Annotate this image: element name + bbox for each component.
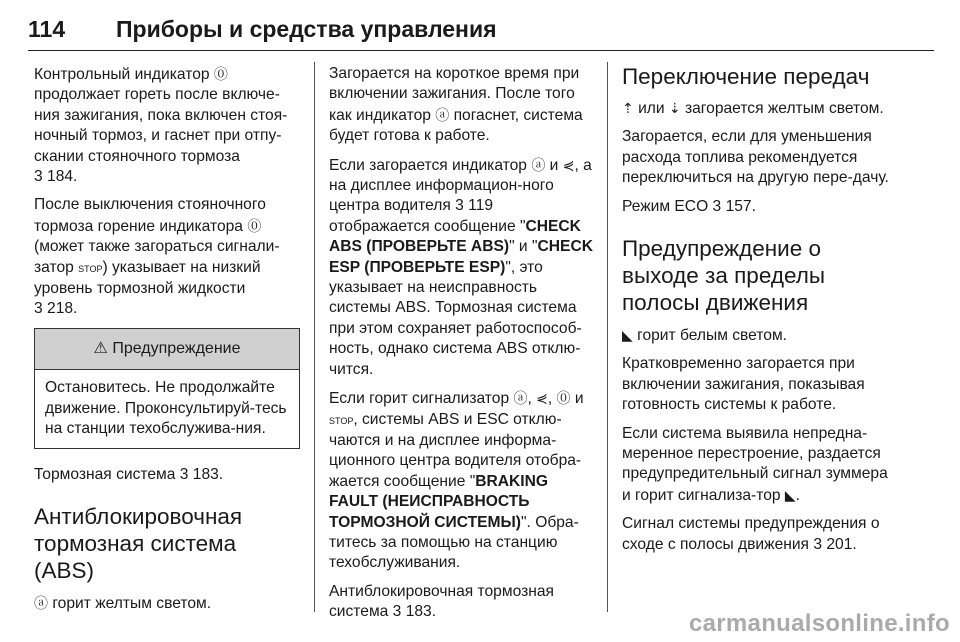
gear-shift-desc: Загорается, если для уменьшения расхода топлива рекомендуется переключиться на другую пере-дачу. <box>622 128 889 187</box>
abs-ref-paragraph: Антиблокировочная тормозная система 3 183. <box>329 582 554 621</box>
warning-title: Предупреждение <box>112 339 241 357</box>
page-number: 114 <box>28 16 66 42</box>
stop-icon: STOP <box>78 263 103 274</box>
esc-icon: ⋞ <box>536 390 548 407</box>
cross-ref-link[interactable]: 183. <box>405 603 437 621</box>
cross-ref-arrow-icon: 3 <box>179 465 189 483</box>
page-title: Приборы и средства управления <box>116 16 497 42</box>
gear-shift-heading: Переключение передач <box>622 64 870 89</box>
cross-ref-arrow-icon: 3 <box>34 168 43 186</box>
lane-startup-paragraph: Кратковременно загорается при включении зажигания, показывая готовность системы к работе. <box>622 355 865 414</box>
warning-body: Остановитесь. Не продолжайте движение. Проконсультируй-тесь на станции техобслужива-ния. <box>45 379 287 438</box>
abs-fault-paragraph: Если загорается индикатор ⓐ и ⋞, а на дисплее информацион-ного центра водителя 3 119 отображается сообщение "CHECK ABS (ПРОВЕРЬТЕ ABS)" и "CHECK ESP (ПРОВЕРЬТЕ ESP)", это указывает на неисправность системы ABS. Тормозная система при этом сохраняет работоспособ-ность, однако система ABS отклю-чится. <box>329 156 593 378</box>
lane-detected-paragraph: Если система выявила непредна-меренное перестроение, раздается предупредительный сигнал зуммера и горит сигнализа-тор ◣. <box>622 424 888 504</box>
brake-warning-icon: ⓪ <box>247 217 262 234</box>
eco-ref-paragraph: Режим ECO 3 157. <box>622 197 756 215</box>
message-check-abs: CHECK ABS (ПРОВЕРЬТЕ ABS) <box>329 217 581 256</box>
abs-startup-paragraph: Загорается на короткое время при включении зажигания. После того как индикатор ⓐ погаснет, система будет готова к работе. <box>329 65 583 145</box>
column-1 <box>34 64 300 622</box>
lane-departure-heading: Предупреждение о выходе за пределы полосы движения <box>622 236 826 316</box>
warning-header <box>35 329 299 370</box>
page-header <box>28 6 934 51</box>
cross-ref-arrow-icon: 3 <box>813 535 823 553</box>
column-2 <box>329 64 595 631</box>
cross-ref-link[interactable]: 218. <box>47 300 78 318</box>
lane-ref-paragraph: Сигнал системы предупреждения о сходе с полосы движения 3 201. <box>622 515 880 553</box>
brake-warning-icon: ⓪ <box>213 66 228 82</box>
warning-box <box>34 328 300 449</box>
column-divider-2 <box>607 62 608 612</box>
watermark: carmanualsonline.info <box>688 610 950 637</box>
cross-ref-arrow-icon: 3 <box>455 197 464 215</box>
esc-icon: ⋞ <box>562 156 575 173</box>
lane-white-paragraph: ◣ горит белым светом. <box>622 327 788 345</box>
cross-ref-arrow-icon: 3 <box>712 197 722 215</box>
abs-icon: ⓐ <box>435 106 450 123</box>
message-braking-fault: BRAKING FAULT (НЕИСПРАВНОСТЬ ТОРМОЗНОЙ СИСТЕМЫ) <box>329 472 549 531</box>
cross-ref-link[interactable]: 184. <box>47 168 78 186</box>
braking-fault-paragraph: Если горит сигнализатор ⓐ, ⋞, ⓪ и STOP, системы ABS и ESC отклю-чаются и на дисплее информа-ционного центра водителя отобра-жается сообщение "BRAKING FAULT (НЕИСПРАВНОСТЬ ТОРМОЗНОЙ СИСТЕМЫ)". Обра-титесь за помощью на станцию техобслуживания. <box>329 390 584 572</box>
gear-down-icon: ⇣ <box>668 100 681 116</box>
cross-ref-link[interactable]: 201. <box>826 535 857 553</box>
abs-icon: ⓐ <box>531 156 546 173</box>
lane-departure-icon: ◣ <box>622 327 633 344</box>
abs-icon: ⓐ <box>34 594 48 611</box>
cross-ref-arrow-icon: 3 <box>392 603 402 621</box>
cross-ref-link[interactable]: 157. <box>725 197 756 215</box>
gear-up-icon: ⇡ <box>622 100 634 116</box>
abs-heading: Антиблокировочная тормозная система (ABS) <box>34 503 243 583</box>
brake-warning-icon: ⓪ <box>556 390 571 407</box>
brake-fluid-paragraph: После выключения стояночного тормоза горение индикатора ⓪ (может также загораться сигнали-затор STOP) указывает на низкий уровень тормозной жидкости 3 218. <box>34 196 280 318</box>
cross-ref-arrow-icon: 3 <box>34 300 43 318</box>
abs-paragraph: ⓐ горит желтым светом. <box>34 594 212 612</box>
stop-icon: STOP <box>329 415 354 426</box>
column-3 <box>622 64 892 563</box>
abs-icon: ⓐ <box>513 390 528 407</box>
warning-triangle-icon: ⚠ <box>93 339 108 357</box>
brake-indicator-paragraph: Контрольный индикатор ⓪ продолжает гореть после включе-ния зажигания, пока включен стоя-ночный тормоз, и гаснет при отпу-скании стояночного тормоза 3 184. <box>34 66 288 186</box>
lane-departure-icon: ◣ <box>784 486 796 503</box>
cross-ref-link[interactable]: 183. <box>192 465 224 483</box>
message-check-esp: CHECK ESP (ПРОВЕРЬТЕ ESP) <box>329 238 593 276</box>
gear-shift-paragraph: ⇡ или ⇣ загорается желтым светом. <box>622 100 884 117</box>
cross-ref-link[interactable]: 119 <box>468 197 494 215</box>
brake-system-ref: Тормозная система 3 183. <box>34 465 224 483</box>
column-divider-1 <box>314 62 315 612</box>
